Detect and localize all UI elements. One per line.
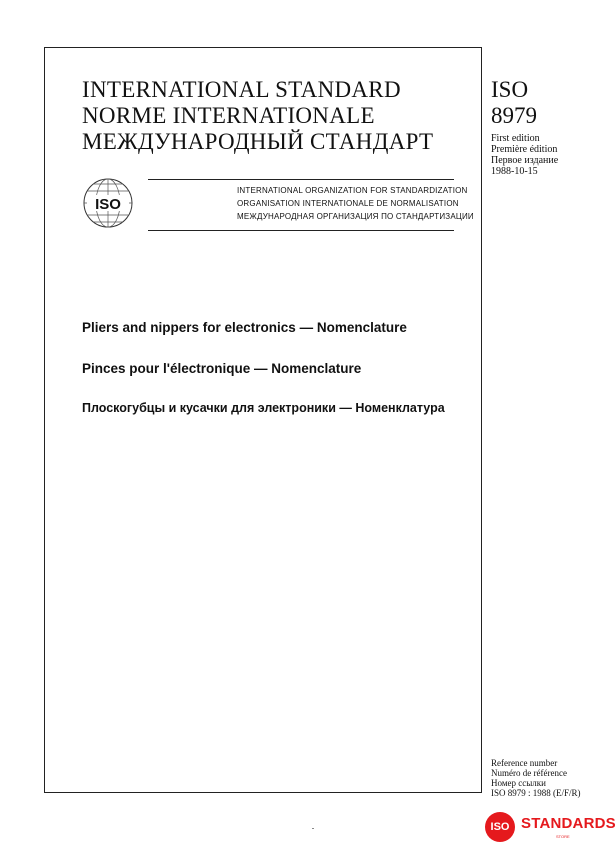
document-title-russian: Плоскогубцы и кусачки для электроники — Номенклатура xyxy=(82,401,445,415)
title-french: NORME INTERNATIONALE xyxy=(82,103,375,128)
watermark-sub: STORE xyxy=(556,834,570,839)
standard-prefix: ISO xyxy=(491,77,529,102)
org-name-russian: МЕЖДУНАРОДНАЯ ОРГАНИЗАЦИЯ ПО СТАНДАРТИЗАЦИИ xyxy=(237,212,474,221)
reference-label-english: Reference number xyxy=(491,758,558,768)
scan-speck xyxy=(312,828,314,829)
reference-number: ISO 8979 : 1988 (E/F/R) xyxy=(491,788,581,798)
org-name-english: INTERNATIONAL ORGANIZATION FOR STANDARDIZATION xyxy=(237,186,468,195)
logo-text: ISO xyxy=(95,196,121,213)
document-title-french: Pinces pour l'électronique — Nomenclature xyxy=(82,361,362,376)
edition-english: First edition xyxy=(491,133,540,144)
standard-number: 8979 xyxy=(491,103,537,128)
watermark-badge-text: ISO xyxy=(490,821,510,833)
edition-russian: Первое издание xyxy=(491,155,559,166)
title-russian: МЕЖДУНАРОДНЫЙ СТАНДАРТ xyxy=(82,129,434,154)
watermark-badge xyxy=(485,812,515,842)
sidebar-divider xyxy=(481,47,482,793)
iso-globe-logo-icon xyxy=(82,177,134,229)
edition-french: Première édition xyxy=(491,144,558,155)
title-english: INTERNATIONAL STANDARD xyxy=(82,77,401,102)
org-rule-top xyxy=(148,179,454,180)
document-title-english: Pliers and nippers for electronics — Nomenclature xyxy=(82,320,407,335)
edition-date: 1988-10-15 xyxy=(491,166,538,177)
page-frame xyxy=(44,47,482,793)
org-rule-bottom xyxy=(148,230,454,231)
watermark-brand: STANDARDS xyxy=(521,815,616,832)
reference-label-french: Numéro de référence xyxy=(491,768,567,778)
reference-label-russian: Номер ссылки xyxy=(491,778,546,788)
org-name-french: ORGANISATION INTERNATIONALE DE NORMALISATION xyxy=(237,199,459,208)
